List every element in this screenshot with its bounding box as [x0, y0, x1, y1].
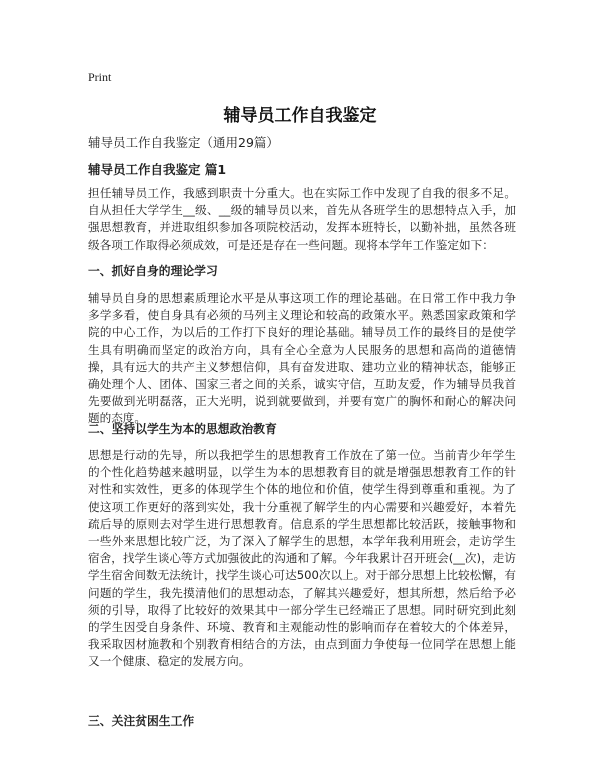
document-subtitle: 辅导员工作自我鉴定（通用29篇） [88, 135, 279, 150]
paragraph-theory-study: 辅导员自身的思想素质理论水平是从事这项工作的理论基础。在日常工作中我力争多学多看，使自身具有必须的马列主义理论和较高的政策水平。熟悉国家政策和学院的中心工作，为以后的工作打下良好的理论基础。辅导员工作的最终目的是使学生具有明确而坚定的政治方向，具有全心全意为人民服务的思想和高尚的道德情操，具有远大的共产主义梦想信仰，具有奋发进取、建功立业的精神状态，能够正确处理个人、团体、国家三者之间的关系，诚实守信，互助友爱，作为辅导员我首先要做到光明磊落，正大光明，说到就要做到，并要有宽广的胸怀和耐心的解决问题的态度。 [88, 291, 516, 426]
section-title: 辅导员工作自我鉴定 篇1 [88, 162, 227, 177]
print-link[interactable]: Print [88, 70, 112, 84]
heading-theory-study: 一、抓好自身的理论学习 [88, 264, 218, 278]
page-title: 辅导员工作自我鉴定 [223, 106, 377, 126]
paragraph-student-education: 思想是行动的先导，所以我把学生的思想教育工作放在了第一位。当前青少年学生的个性化趋势越来越明显，以学生为本的思想教育目的就是增强思想教育工作的针对性和实效性，更多的体现学生个体的地位和价值，使学生得到尊重和重视。为了使这项工作更好的落到实处，我十分重视了解学生的内心需要和兴趣爱好，本着先疏后导的原则去对学生进行思想教育。信息系的学生思想都比较活跃，接触事物和一些外来思想比较广泛，为了深入了解学生的思想，本学年我利用班会，走访学生宿舍，找学生谈心等方式加强彼此的沟通和了解。今年我累计召开班会(__次)，走访学生宿舍间数无法统计，找学生谈心可达500次以上。对于部分思想上比较松懈，有问题的学生，我先摸清他们的思想动态，了解其兴趣爱好，想其所想，然后给予必须的引导，取得了比较好的效果其中一部分学生已经端正了思想。同时研究到此刻的学生因受自身条件、环境、教育和主观能动性的影响而存在着较大的个体差异，我采取因材施教和个别教育相结合的方法，由点到面力争使每一位同学在思想上能又一个健康、稳定的发展方向。 [88, 448, 516, 669]
paragraph-intro: 担任辅导员工作，我感到职责十分重大。也在实际工作中发现了自我的很多不足。自从担任大学学生__级、__级的辅导员以来，首先从各班学生的思想特点入手，加强思想教育，并进取组织参加各项院校活动，发挥本班特长，以勤补拙，虽然各班级各项工作取得必须成效，可是还是存在一些问题。现将本学年工作鉴定如下： [88, 186, 516, 252]
heading-poor-students: 三、关注贫困生工作 [88, 714, 195, 728]
heading-student-education: 二、坚持以学生为本的思想政治教育 [88, 422, 277, 436]
